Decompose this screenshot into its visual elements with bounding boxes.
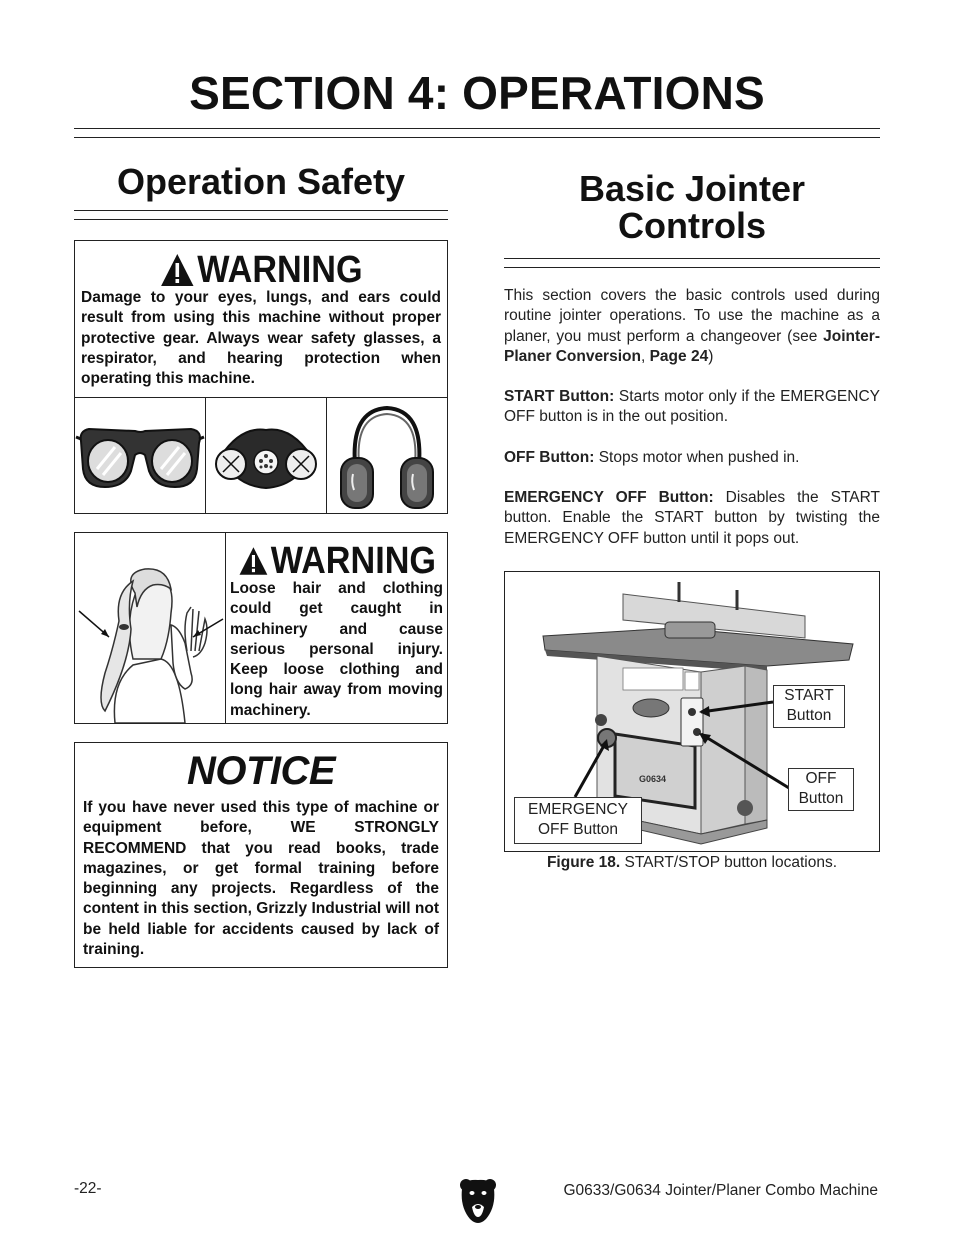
page-reference: Page 24 <box>649 347 709 365</box>
figure-18 <box>504 571 880 852</box>
ppe-icons-row <box>75 397 447 514</box>
warning-triangle-icon <box>238 543 269 579</box>
grizzly-bear-logo-icon <box>458 1177 498 1225</box>
left-heading-rule <box>74 210 448 220</box>
figure-caption: Figure 18. START/STOP button locations. <box>546 854 838 871</box>
warning-title <box>238 539 436 583</box>
operation-safety-heading: Operation Safety <box>116 161 406 202</box>
ear-protection-cell <box>327 398 447 514</box>
off-button-paragraph: OFF Button: Stops motor when pushed in. <box>504 449 800 466</box>
emergency-off-paragraph: EMERGENCY OFF Button: Disables the START button. Enable the START button by twisting the EMERGENCY OFF button until it pops out. <box>504 489 880 547</box>
notice-title: NOTICE <box>186 749 336 793</box>
warning-box-hair <box>74 532 448 724</box>
ear-protection-icon <box>337 404 437 509</box>
respirator-icon <box>211 416 321 496</box>
basic-jointer-controls-heading <box>504 170 880 244</box>
loose-hair-illustration <box>75 533 226 723</box>
warning-hair-text: Loose hair and clothing could get caught in machinery and cause serious personal injury. Keep loose clothing and long hair away from moving machinery. <box>230 580 443 719</box>
callout-start-button: START Button <box>773 685 845 728</box>
warning-ppe-text: Damage to your eyes, lungs, and ears could result from using this machine without proper protective gear. Always wear safety glasses, a respirator, and hearing protection when operating this machine. <box>81 289 441 388</box>
respirator-cell <box>206 398 327 514</box>
heading-line-1: Basic Jointer <box>578 168 806 209</box>
safety-glasses-icon <box>75 411 205 501</box>
warning-title <box>94 247 429 293</box>
right-heading-rule <box>504 258 880 268</box>
person-loose-hair-icon <box>75 533 225 723</box>
notice-box <box>74 742 448 968</box>
notice-text: If you have never used this type of machine or equipment before, WE STRONGLY RECOMMEND that you read books, trade magazines, or get formal training before beginning any projects. Regardless of the content in this section, Grizzly Industrial will not be held liable for accidents caused by lack of training. <box>83 799 439 959</box>
start-button-paragraph: START Button: Starts motor only if the EMERGENCY OFF button is in the out position. <box>504 388 880 426</box>
callout-emergency-off-button: EMERGENCY OFF Button <box>514 797 642 844</box>
intro-paragraph: This section covers the basic controls used during routine jointer operations. To use the machine as a planer, you must perform a changeover (see Jointer-Planer Conversion, Page 24) <box>504 287 880 365</box>
footer-title: G0633/G0634 Jointer/Planer Combo Machine <box>563 1182 878 1199</box>
warning-box-ppe <box>74 240 448 514</box>
warning-title-text: WARNING <box>197 248 363 291</box>
page-number: -22- <box>74 1180 102 1197</box>
heading-line-2: Controls <box>618 205 766 246</box>
machine-model-label: G0634 <box>639 774 667 784</box>
conversion-reference: Jointer-Planer Conversion <box>504 327 880 365</box>
safety-glasses-cell <box>75 398 206 514</box>
section-rule <box>74 128 880 138</box>
warning-triangle-icon <box>159 252 195 288</box>
section-title: SECTION 4: OPERATIONS <box>189 67 765 119</box>
callout-off-button: OFF Button <box>788 768 854 811</box>
warning-title-text: WARNING <box>270 539 436 582</box>
